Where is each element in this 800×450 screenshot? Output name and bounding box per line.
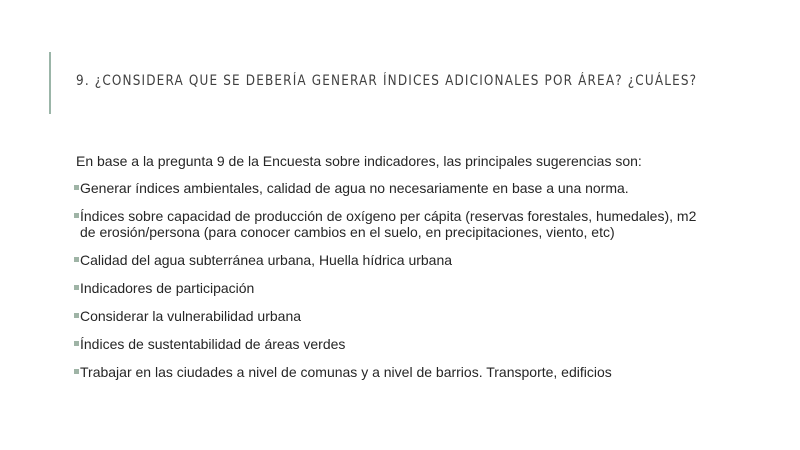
accent-bar — [49, 52, 51, 114]
bullet-text: Índices de sustentabilidad de áreas verdes — [80, 336, 346, 352]
bullet-text: Considerar la vulnerabilidad urbana — [80, 308, 302, 324]
square-bullet-icon — [74, 257, 79, 262]
bullet-item — [74, 336, 714, 352]
bullet-item — [74, 180, 714, 196]
square-bullet-icon — [74, 341, 79, 346]
square-bullet-icon — [74, 185, 79, 190]
bullet-item — [74, 208, 714, 240]
bullet-item — [74, 280, 714, 296]
slide-body — [74, 153, 714, 392]
bullet-text: Índices sobre capacidad de producción de oxígeno per cápita (reservas forestales, humedales), m2 de erosión/persona (para conocer cambios en el suelo, en precipitaciones, viento, etc) — [80, 208, 697, 240]
square-bullet-icon — [74, 285, 79, 290]
bullet-item — [74, 364, 714, 380]
bullet-text: Calidad del agua subterránea urbana, Huella hídrica urbana — [80, 252, 453, 268]
bullet-list — [74, 180, 714, 380]
slide-title: 9. ¿CONSIDERA QUE SE DEBERÍA GENERAR ÍNDICES ADICIONALES POR ÁREA? ¿CUÁLES? — [76, 73, 698, 89]
bullet-item — [74, 308, 714, 324]
bullet-text: Generar índices ambientales, calidad de agua no necesariamente en base a una norma. — [80, 180, 629, 196]
bullet-text: Indicadores de participación — [80, 280, 255, 296]
square-bullet-icon — [74, 213, 79, 218]
square-bullet-icon — [74, 369, 79, 374]
square-bullet-icon — [74, 313, 79, 318]
bullet-item — [74, 252, 714, 268]
bullet-text: Trabajar en las ciudades a nivel de comunas y a nivel de barrios. Transporte, edificios — [80, 364, 612, 380]
intro-text: En base a la pregunta 9 de la Encuesta sobre indicadores, las principales sugerencias son: — [76, 153, 642, 169]
